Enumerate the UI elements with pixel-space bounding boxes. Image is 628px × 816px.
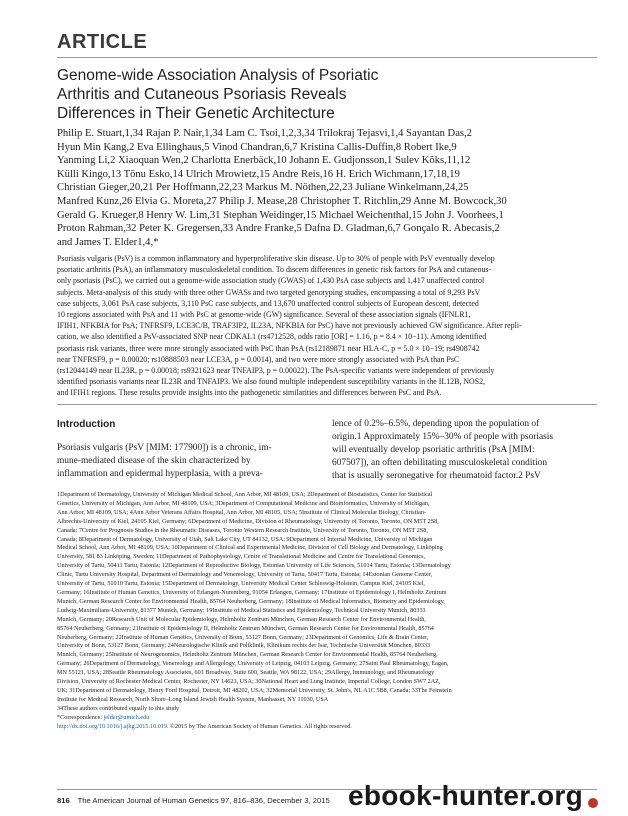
affiliation-line: 85764 Neuherberg, Germany; 21Institute of Epidemiology II, Helmholtz Zentrum München, German Research Center for Environmental Health, 85764 [57,624,434,632]
doi-link[interactable]: http://dx.doi.org/10.1016/j.ajhg.2015.10.019. [57,722,169,730]
crossmark-icon [588,798,598,808]
author-line: Yanming Li,2 Xiaoquan Wen,2 Charlotta Enerbäck,10 Johann E. Gudjonsson,1 Sulev Kõks,11,12 [57,155,471,167]
affiliation-line: UK; 31Department of Dermatology, Henry Ford Hospital, Detroit, MI 48202, USA; 32Memorial University, St. John's, NL A1C 5B8, Canada; 33The Feinstein [57,686,452,694]
abstract-line: psoriasis risk variants, three were more strongly associated with PsC than PsA (rs12189871 near HLA-C, p = 5.0 × 10−19; rs4908742 [57,343,480,353]
intro-right-column [332,418,582,483]
intro-line: Psoriasis vulgaris (PsV [MIM: 177900]) is a chronic, im- [57,443,272,453]
affiliation-line: Canada; 8Department of Dermatology, University of Utah, Salt Lake City, UT 84132, USA; 9Department of Internal Medicine, University of Michigan [57,535,433,543]
intro-line: origin.1 Approximately 15%–30% of people with psoriasis [332,432,554,442]
author-line: Philip E. Stuart,1,34 Rajan P. Nair,1,34 Lam C. Tsoi,1,2,3,34 Trilokraj Tejasvi,1,4 Sayantan Das,2 [57,128,472,139]
affiliation-line: University of Tartu, 50411 Tartu, Estonia; 12Department of Reproductive Biology, Estonian University of Life Sciences, 51014 Tartu, Estonia; 13Dermatology [57,562,451,570]
affiliation-line: MN 55121, USA; 28Seattle Rheumatology Associates, 601 Broadway, Suite 600, Seattle, WA 98122, USA; 29Allergy, Immunology, and Rheumatology [57,669,435,677]
author-line: Hyun Min Kang,2 Eva Ellinghaus,5 Vinod Chandran,6,7 Kristina Callis-Duffin,8 Robert Ike,9 [57,141,457,153]
title-line: Genome-wide Association Analysis of Psoriatic [57,67,379,84]
affiliation-line: Division, University of Rochester Medical Center, Rochester, NY 14623, USA; 30National Heart and Lung Institute, Imperial College, London SW7 2AZ, [57,678,441,686]
affiliation-line: Munich, German Research Center for Environmental Health, 85764 Neuherberg, Germany; 18Institute of Medical Informatics, Biometry and Epidemiology, [57,597,445,605]
author-line: Proton Rahman,32 Peter K. Gregersen,33 Andre Franke,5 Dafna D. Gladman,6,7 Gonçalo R. Abecasis,2 [57,223,500,235]
intro-line: lence of 0.2%–6.5%, depending upon the population of [332,419,540,429]
author-line: Manfred Kunz,26 Elvia G. Moreta,27 Philip J. Mease,28 Christopher T. Ritchlin,29 Anne M. Bowcock,30 [57,195,507,207]
intro-line: will eventually develop psoriatic arthritis (PsA [MIM: [332,445,535,455]
intro-line: that is usually seronegative for rheumatoid factor.2 PsV [332,471,541,481]
affiliation-line: Munich, Germany; 25Institute of Neurogenomics, Helmholtz Zentrum München, German Research Center for Environmental Health, 85764 Neuherberg, [57,651,438,659]
affiliation-line: Albrechts-University of Kiel, 24105 Kiel, Germany; 6Department of Medicine, Division of Rheumatology, University of Toronto, Toronto, ON M5T 2S8, [57,517,439,525]
abstract-line: only psoriasis (PsC), we carried out a genome-wide association study (GWAS) of 1,430 PsA case subjects and 1,417 unaffected control [57,276,485,286]
affiliation-line: Institute for Medical Research, North Shore–Long Island Jewish Health System, Manhasset, NY 11030, USA [57,695,329,703]
abstract-line: case subjects, 3,061 PsA case subjects, 3,110 PsC case subjects, and 13,670 unaffected control subjects of European descent, detected [57,298,479,308]
author-line: Christian Gieger,20,21 Per Hoffmann,22,23 Markus M. Nöthen,22,23 Juliane Winkelmann,24,25 [57,182,469,194]
intro-left-column [57,442,312,481]
intro-line: inflammation and epidermal hyperplasia, with a preva- [57,469,263,479]
author-line: Külli Kingo,13 Tõnu Esko,14 Ulrich Mrowietz,15 Andre Reis,16 H. Erich Wichmann,17,18,19 [57,168,460,180]
page-number: 816 [57,796,70,805]
abstract-line: and IFIH1 regions. These results provide insights into the pathogenetic similarities and differences between PsC and PsA. [57,388,442,398]
paper-title [57,66,477,123]
abstract-line: (rs12044149 near IL23R, p = 0.00018; rs9321623 near TNFAIP3, p = 0.00022). The PsA-specific variants were independent of previously [57,366,495,376]
copyright-text: ©2015 by The American Society of Human Genetics. All rights reserved. [168,722,352,730]
abstract-line: near TNFRSF9, p = 0.00020; rs10888503 near LCE3A, p = 0.0014), and two were more strongly associated with PsA than PsC [57,354,460,364]
affiliation-line: Germany; 26Department of Dermatology, Venereology and Allergology, University of Leipzig, 04103 Leipzig, Germany; 27Saint Paul Rheumatology, Eagan, [57,660,449,668]
affiliation-line: University of Tartu, 51010 Tartu, Estonia; 15Department of Dermatology, University Medical Center Schleswig-Holstein, Campus Kiel, 24105 Kiel, [57,580,425,588]
abstract-line: identified psoriasis variants near IL23R and TNFAIP3. We also found multiple independent susceptibility variants in the IL12B, NOS2, [57,377,486,387]
abstract-line: Psoriasis vulgaris (PsV) is a common inflammatory and hyperproliferative skin disease. Up to 30% of people with PsV eventually develop [57,254,495,263]
abstract [57,253,577,399]
title-line: Differences in Their Genetic Architecture [57,105,335,122]
abstract-line: cation, we also identified a PsV-associated SNP near CDKAL1 (rs4712528, odds ratio [OR] = 1.16, p = 8.4 × 10−11). Among identified [57,332,487,342]
intro-line: 607507]), an often debilitating musculoskeletal condition [332,458,548,468]
page-footer [57,796,330,805]
doi-line [57,723,577,732]
introduction-heading: Introduction [57,419,116,430]
title-line: Arthritis and Cutaneous Psoriasis Reveals [57,86,347,103]
affiliation-line: 34These authors contributed equally to this study [57,704,180,712]
affiliation-line: Canada; 7Centre for Prognosis Studies in the Rheumatic Diseases, Toronto Western Research Institute, University of Toronto, Toronto, ON M5T 2S8, [57,526,428,534]
affiliation-line: Germany; 16Institute of Human Genetics, University of Erlangen-Nuremberg, 91054 Erlangen, Germany; 17Institute of Epidemiology I, Helmholtz Zentrum [57,588,447,596]
abstract-line: IFIH1, NFKBIA for PsA; TNFRSF9, LCE3C/B, TRAF3IP2, IL23A, NFKBIA for PsC) have not previously achieved GW significance. After repli- [57,321,522,331]
affiliation-line: Munich, Germany; 20Research Unit of Molecular Epidemiology, Helmholtz Zentrum München, German Research Center for Environmental Health, [57,615,426,623]
affiliation-line: Genetics, University of Michigan, Ann Arbor, MI 48109, USA; 3Department of Computational Medicine and Bioinformatics, University of Michigan, [57,499,430,507]
affiliations [57,491,577,731]
affiliation-line: Medical School, Ann Arbor, MI 48109, USA; 10Department of Clinical and Experimental Medicine, Division of Cell Biology and Dermatology, Linköping [57,544,443,552]
article-label: ARTICLE [57,31,148,53]
affiliation-line: 1Department of Dermatology, University of Michigan Medical School, Ann Arbor, MI 48109, USA; 2Department of Biostatistics, Center for Statistical [57,491,433,498]
abstract-line: 10 regions associated with PsA and 11 with PsC at genome-wide (GW) significance. Several of these association signals (IFNLR1, [57,310,471,320]
journal-citation: The American Journal of Human Genetics 97, 816–836, December 3, 2015 [77,796,330,805]
abstract-line: subjects. Meta-analysis of this study with three other GWASs and two targeted genotyping studies, encompassing a total of 9,293 PsV [57,287,481,297]
watermark-text: ebook-hunter.org [348,780,584,811]
correspondence-label: *Correspondence: [57,713,104,721]
abstract-rule [57,404,597,405]
intro-line: mune-mediated disease of the skin characterized by [57,456,251,466]
affiliation-line: Ludwig-Maximilians-University, 81377 Munich, Germany; 19Institute of Medical Statistics and Epidemiology, Technical University Munich, 80333 [57,606,426,614]
affiliation-line: University of Bonn, 53127 Bonn, Germany; 24Neurologische Klinik and Poliklinik, Klinikum rechts der Isar, Technische Universität München, 80333 [57,642,431,650]
correspondence [57,714,577,723]
author-list [57,127,577,249]
affiliation-line: University, 581 83 Linköping, Sweden; 11Department of Pathophysiology, Centre of Translational Medicine and Centre for Translational Genomics, [57,553,426,561]
header-rule [57,57,597,58]
affiliation-line: Ann Arbor, MI 48109, USA; 4Ann Arbor Veterans Affairs Hospital, Ann Arbor, MI 48105, USA; 5Institute of Clinical Molecular Biology, Christian- [57,508,427,516]
affiliation-line: Neuherberg, Germany; 22Institute of Human Genetics, University of Bonn, 53127 Bonn, Germany; 23Department of Genomics, Life & Brain Center, [57,633,429,641]
affiliation-line: Clinic, Tartu University Hospital, Department of Dermatology and Venereology, University of Tartu, 50417 Tartu, Estonia; 14Estonian Genome Center, [57,571,433,579]
author-line: and James T. Elder1,4,* [57,236,159,248]
correspondence-email-link[interactable]: jelder@umich.edu [103,713,150,721]
author-line: Gerald G. Krueger,8 Henry W. Lim,31 Stephan Weidinger,15 Michael Weichenthal,15 John J. Voorhees,1 [57,209,504,221]
abstract-line: psoriatic arthritis (PsA), an inflammatory musculoskeletal condition. To discern differences in genetic risk factors for PsA and cutaneous- [57,265,492,275]
